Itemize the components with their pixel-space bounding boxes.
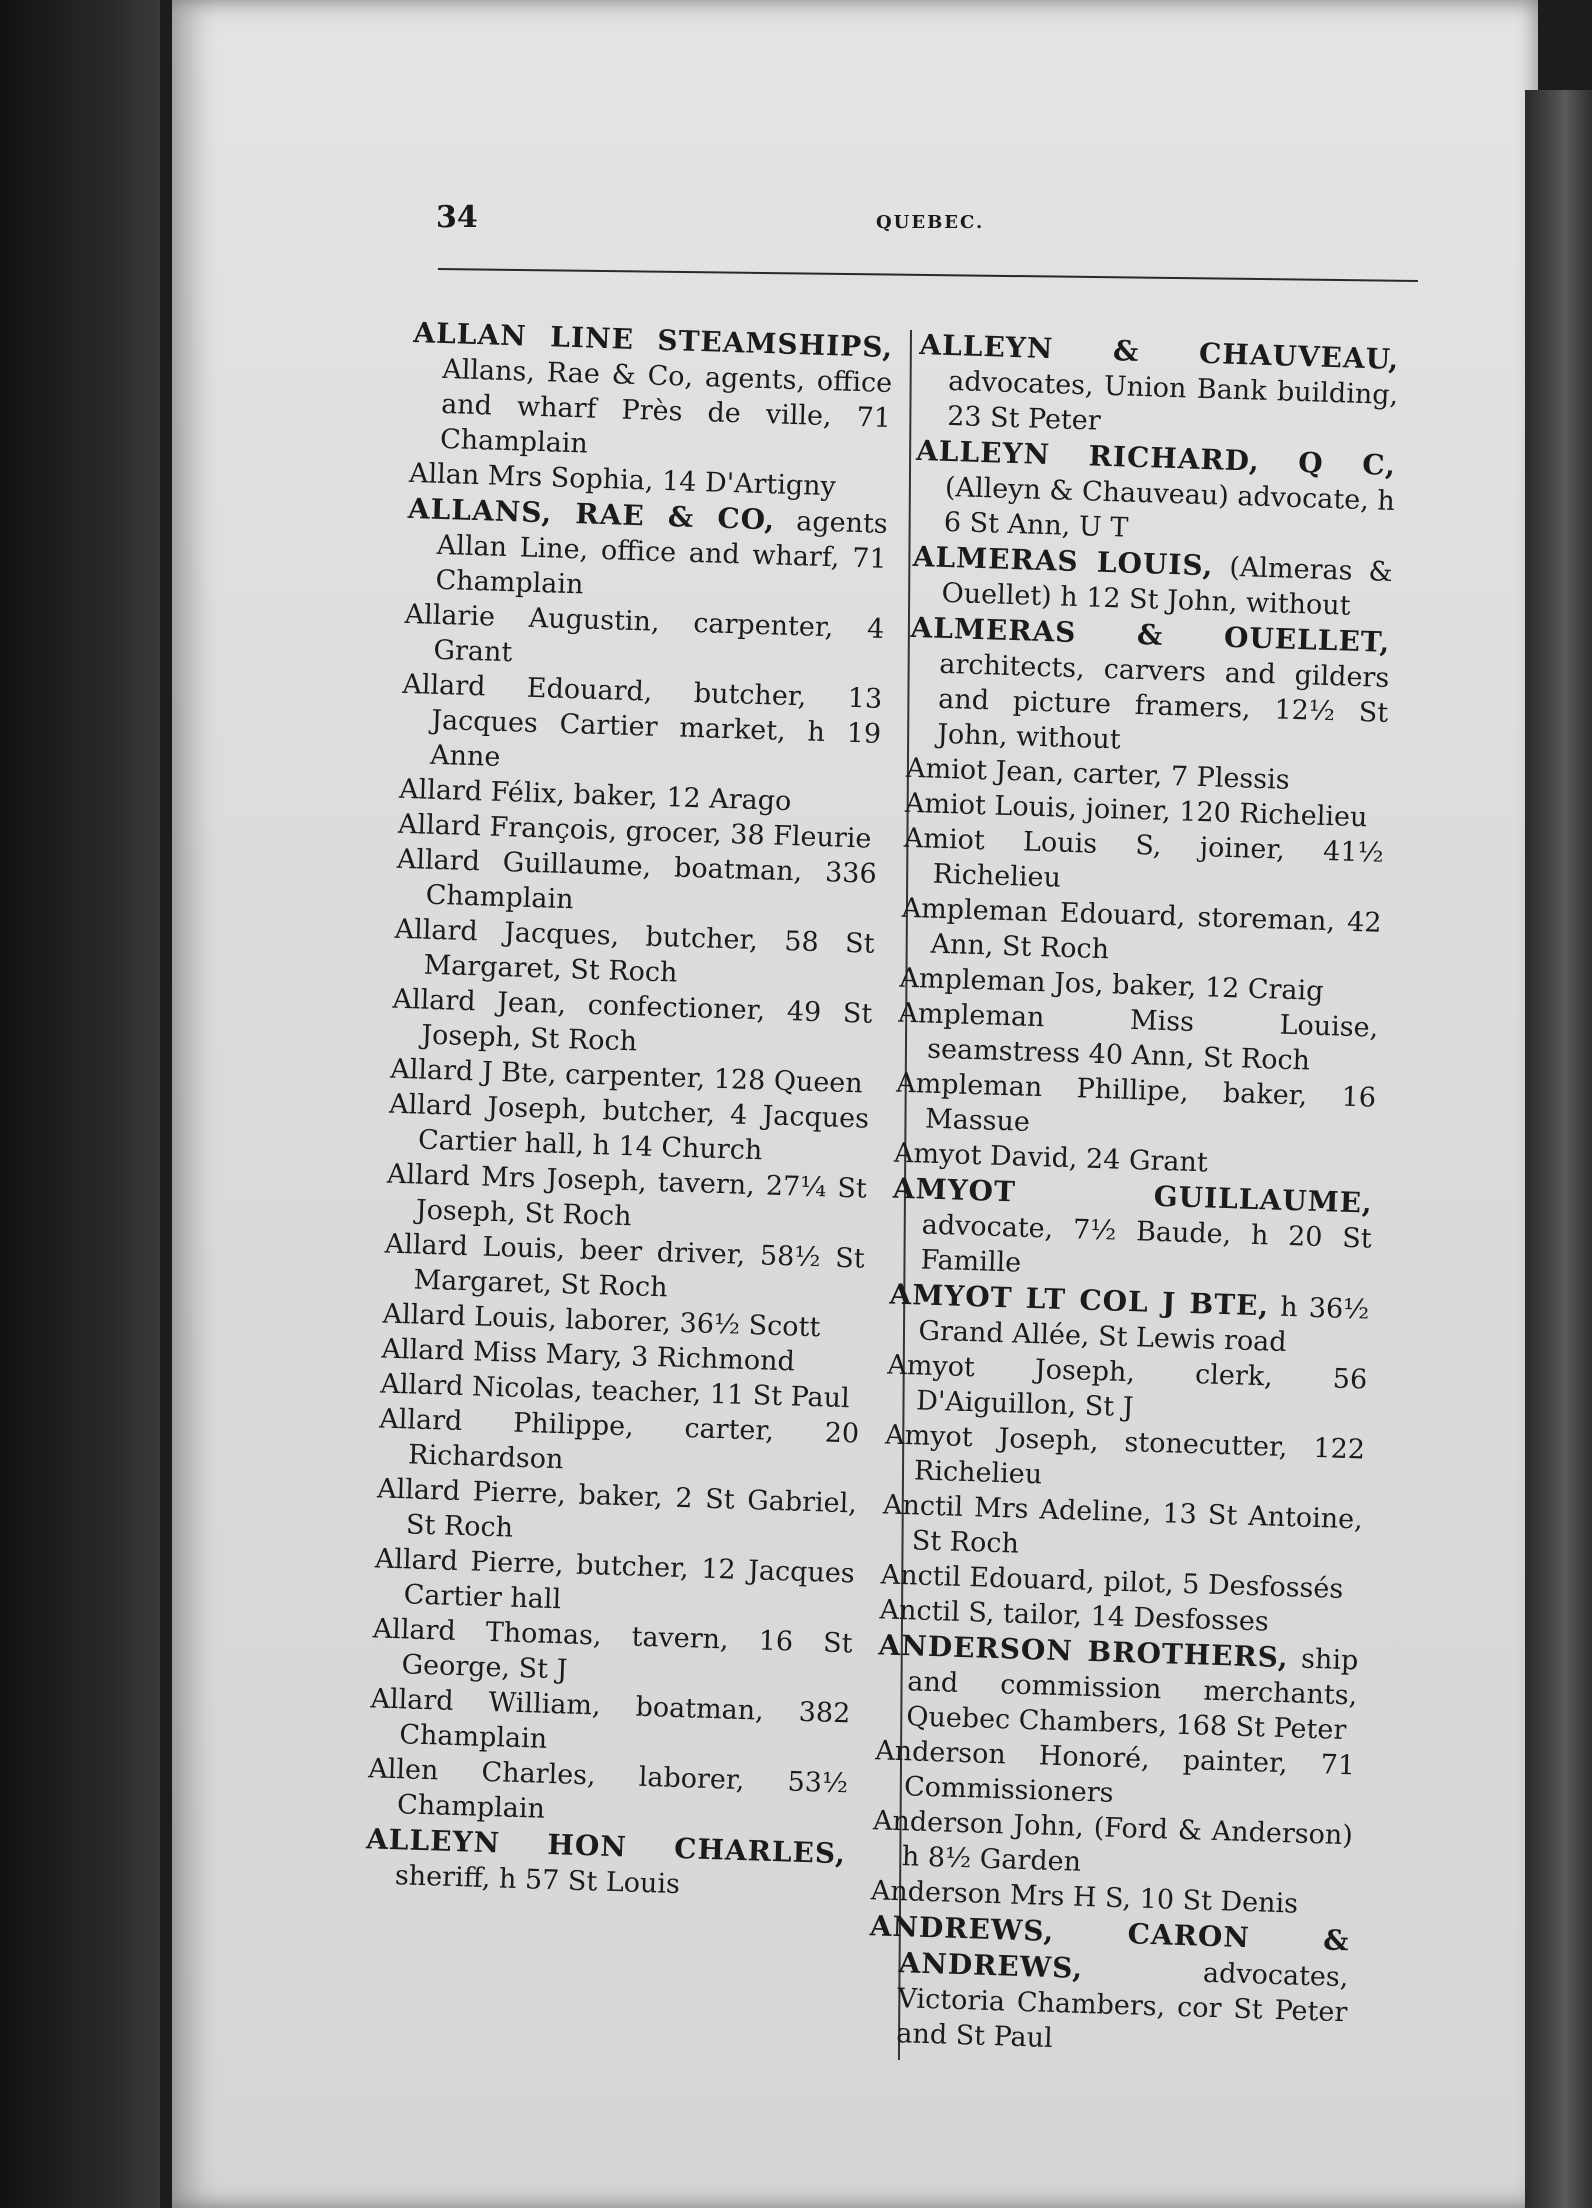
entry-details: carter, 20 Richardson bbox=[407, 1411, 860, 1476]
entry-details: joiner, 41½ Richelieu bbox=[932, 830, 1385, 894]
entry-name: ALLEYN RICHARD, Q C, bbox=[915, 433, 1397, 483]
running-title: QUEBEC. bbox=[876, 212, 985, 233]
entry-details: stonecutter, 122 Richelieu bbox=[913, 1426, 1366, 1491]
entry-name: Allard William, bbox=[370, 1683, 602, 1722]
entry-name: Anderson John, bbox=[872, 1805, 1085, 1843]
entry-details: carpenter, 128 Queen bbox=[556, 1058, 864, 1100]
background-shadow bbox=[0, 0, 160, 2208]
entry-details: (Almeras & Ouellet) h 12 St John, without bbox=[941, 551, 1394, 622]
entry-details: teacher, 11 St Paul bbox=[582, 1374, 851, 1415]
entry-details: architects, carvers and gilders and picture framers, 12½ St John, without bbox=[936, 648, 1390, 756]
entry-details: seamstress 40 Ann, St Roch bbox=[926, 1033, 1311, 1077]
entry-name: Allard Jean, bbox=[392, 983, 567, 1021]
directory-entry bbox=[400, 667, 883, 787]
entry-details: baker, 16 Massue bbox=[924, 1076, 1377, 1138]
entry-name: Allard François, bbox=[397, 808, 618, 847]
page-number: 34 bbox=[436, 200, 478, 235]
entry-name: Allard Jacques, bbox=[394, 913, 620, 952]
entry-details: ship and commission merchants, Quebec Chambers, 168 St Peter bbox=[905, 1643, 1359, 1747]
directory-entry bbox=[917, 327, 1400, 448]
entry-name: Amiot Louis, bbox=[904, 787, 1078, 825]
entry-name: Ampleman Edouard, bbox=[901, 892, 1186, 933]
entry-name: ALLEYN HON CHARLES, bbox=[365, 1822, 847, 1871]
entry-details: 10 St Denis bbox=[1130, 1883, 1299, 1920]
entry-details: butcher, 13 Jacques Cartier market, h 19 Anne bbox=[429, 676, 883, 773]
entry-details: baker, 12 Craig bbox=[1103, 969, 1324, 1007]
entry-name: Anderson Mrs H S, bbox=[870, 1875, 1132, 1915]
entry-name: ANDREWS, CARON & ANDREWS, bbox=[869, 1909, 1351, 1985]
entry-name: Allard Philippe, bbox=[378, 1403, 635, 1443]
entry-details: tailor, 14 Desfosses bbox=[993, 1597, 1270, 1638]
entry-name: ALLANS, RAE & CO, bbox=[407, 491, 776, 537]
entry-details: butcher, 12 Jacques Cartier hall bbox=[403, 1549, 856, 1616]
entry-details: baker, 2 St Gabriel, St Roch bbox=[405, 1479, 858, 1544]
entry-name: Allard Louis, bbox=[382, 1298, 558, 1335]
entry-name: Amiot Louis S, bbox=[903, 822, 1162, 862]
page-header bbox=[436, 200, 1416, 240]
entry-name: Amiot Jean, bbox=[905, 752, 1065, 789]
directory-entry bbox=[410, 315, 894, 471]
entry-name: ANDERSON BROTHERS, bbox=[878, 1628, 1290, 1675]
entry-name: Allard Louis, bbox=[384, 1228, 566, 1266]
entry-name: Allen Charles, bbox=[367, 1753, 597, 1792]
entry-details: painter, 71 Commissioners bbox=[903, 1743, 1356, 1809]
entry-name: Allard Joseph, bbox=[388, 1088, 588, 1126]
entry-name: ALMERAS LOUIS, bbox=[912, 539, 1214, 583]
entry-name: Amyot David, bbox=[893, 1137, 1078, 1175]
entry-details: 13 St Antoine, St Roch bbox=[911, 1497, 1364, 1560]
entry-details: carter, 7 Plessis bbox=[1063, 757, 1291, 796]
entry-name: Ampleman Phillipe, bbox=[895, 1067, 1190, 1108]
entry-name: Allard Edouard, bbox=[401, 668, 653, 708]
entry-details: laborer, 36½ Scott bbox=[556, 1303, 821, 1344]
entry-details: carpenter, 4 Grant bbox=[432, 606, 885, 669]
entry-name: Allard Nicolas, bbox=[379, 1368, 584, 1406]
entry-details: (Alleyn & Chauveau) advocate, h 6 St Ann, U T bbox=[943, 471, 1396, 544]
entry-details: advocate, 7½ Baude, h 20 St Famille bbox=[920, 1209, 1373, 1279]
entry-details: advocates, Union Bank building, 23 St Peter bbox=[946, 365, 1399, 437]
entry-name: Allard Thomas, bbox=[372, 1613, 603, 1652]
entry-details: pilot, 5 Desfossés bbox=[1094, 1566, 1344, 1605]
entry-details: butcher, 4 Jacques Cartier hall, h 14 Church bbox=[417, 1094, 870, 1167]
entry-name: Allarie Augustin, bbox=[404, 598, 661, 638]
entry-details: boatman, 382 Champlain bbox=[398, 1690, 851, 1755]
entry-details: h 36½ Grand Allée, St Lewis road bbox=[917, 1291, 1370, 1359]
directory-entry bbox=[364, 1821, 846, 1907]
entry-details: tavern, 16 St George, St J bbox=[401, 1620, 853, 1686]
entry-name: Ampleman Miss Louise, bbox=[897, 997, 1379, 1044]
left-column bbox=[364, 315, 893, 1907]
entry-name: Amyot Joseph, bbox=[886, 1349, 1136, 1389]
entry-details: confectioner, 49 St Joseph, St Roch bbox=[420, 989, 873, 1058]
directory-entry bbox=[890, 1171, 1373, 1292]
entry-name: Anctil Mrs Adeline, bbox=[882, 1489, 1152, 1529]
entry-name: Anderson Honoré, bbox=[874, 1735, 1151, 1775]
entry-name: Allard Pierre, bbox=[376, 1473, 567, 1511]
entry-details: advocates, Victoria Chambers, cor St Peter and St Paul bbox=[895, 1953, 1349, 2055]
entry-details: Allans, Rae & Co, agents, office and wharf Près de ville, 71 Champlain bbox=[439, 353, 893, 460]
entry-name: AMYOT LT COL J BTE, bbox=[889, 1277, 1270, 1323]
right-column bbox=[866, 327, 1400, 2065]
entry-name: Allard Mrs Joseph, bbox=[386, 1158, 648, 1198]
entry-name: Ampleman Jos, bbox=[899, 962, 1105, 1001]
entry-details: agents Allan Line, office and wharf, 71 Champlain bbox=[435, 505, 889, 601]
directory-entry bbox=[876, 1627, 1359, 1748]
entry-details: boatman, 336 Champlain bbox=[425, 851, 878, 916]
entry-name: Allard J Bte, bbox=[389, 1053, 558, 1090]
directory-entry bbox=[907, 610, 1391, 766]
entry-details: clerk, 56 D'Aiguillon, St J bbox=[915, 1357, 1368, 1424]
entry-details: laborer, 53½ Champlain bbox=[396, 1760, 849, 1825]
entry-name: Allard Félix, bbox=[398, 773, 566, 810]
entry-details: baker, 12 Arago bbox=[564, 778, 792, 818]
entry-details: (Ford & Anderson) h 8½ Garden bbox=[901, 1811, 1354, 1878]
entry-name: Anctil S, bbox=[879, 1594, 995, 1629]
entry-details: sheriff, h 57 St Louis bbox=[394, 1860, 681, 1901]
directory-entry bbox=[913, 433, 1396, 554]
entry-details: 14 D'Artigny bbox=[652, 465, 837, 503]
entry-details: grocer, 38 Fleurie bbox=[616, 815, 872, 855]
entry-name: Allan Mrs Sophia, bbox=[408, 457, 654, 497]
directory-entry bbox=[866, 1908, 1350, 2065]
entry-name: Anctil Edouard, bbox=[880, 1559, 1096, 1598]
entry-name: AMYOT GUILLAUME, bbox=[892, 1171, 1374, 1220]
entry-name: ALLEYN & CHAUVEAU, bbox=[918, 327, 1400, 377]
directory-entry bbox=[405, 491, 888, 612]
entry-name: Amyot Joseph, bbox=[884, 1419, 1100, 1458]
entry-name: ALLAN LINE STEAMSHIPS, bbox=[412, 315, 894, 365]
book-edge bbox=[1525, 90, 1592, 2208]
entry-details: tavern, 27¼ St Joseph, St Roch bbox=[415, 1166, 868, 1233]
entry-details: 3 Richmond bbox=[622, 1341, 796, 1378]
entry-details: beer driver, 58½ St Margaret, St Roch bbox=[413, 1234, 866, 1304]
entry-details: joiner, 120 Richelieu bbox=[1076, 793, 1368, 834]
entry-name: Allard Guillaume, bbox=[396, 843, 652, 883]
entry-details: 24 Grant bbox=[1077, 1143, 1209, 1179]
entry-name: Allard Pierre, bbox=[374, 1543, 565, 1581]
entry-name: ALMERAS & OUELLET, bbox=[910, 610, 1391, 659]
entry-details: storeman, 42 Ann, St Roch bbox=[930, 901, 1382, 966]
entry-name: Allard Miss Mary, bbox=[381, 1333, 623, 1373]
entry-details: butcher, 58 St Margaret, St Roch bbox=[423, 920, 875, 989]
